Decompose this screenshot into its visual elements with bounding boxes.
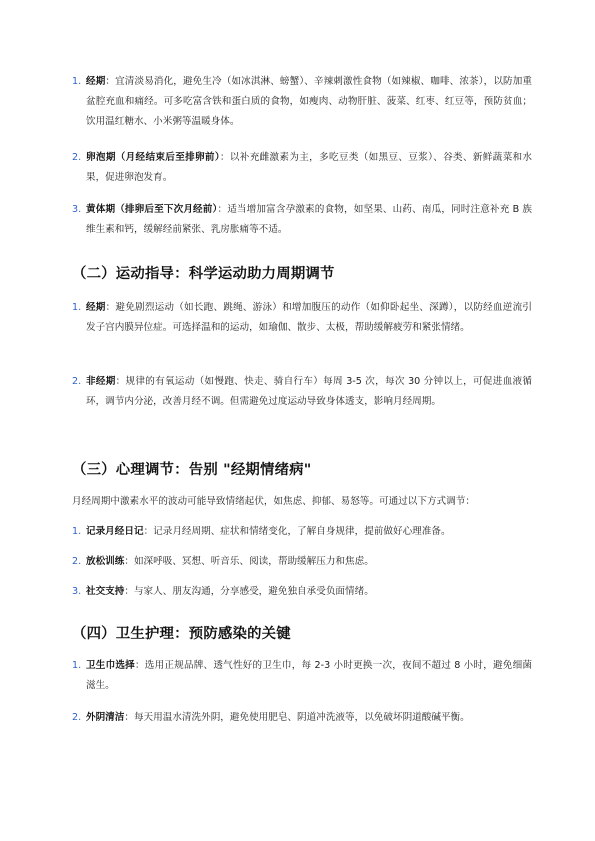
list-number: 2.: [72, 152, 82, 163]
list-number: 1.: [72, 526, 82, 537]
list-number: 2.: [72, 712, 82, 723]
list-item-text: ：每天用温水清洗外阴，避免使用肥皂、阴道冲洗液等，以免破坏阴道酸碱平衡。: [124, 712, 470, 723]
list-item-term: 放松训练: [86, 556, 125, 567]
list-item-body: [86, 200, 532, 240]
list-item-body: [86, 372, 532, 412]
list-item: [72, 708, 532, 728]
list-item-text: ：如深呼吸、冥想、听音乐、阅读，帮助缓解压力和焦虑。: [124, 556, 374, 567]
list-item-text: ：避免剧烈运动（如长跑、跳绳、游泳）和增加腹压的动作（如仰卧起坐、深蹲），以防经血逆流引发子宫内膜异位症。可选择温和的运动，如瑜伽、散步、太极，帮助缓解疲劳和紧张情绪。: [86, 302, 532, 333]
list-item-term: 卫生巾选择: [86, 660, 135, 671]
list-item-term: 社交支持: [86, 586, 125, 597]
section-heading: （四）卫生护理：预防感染的关键: [72, 626, 291, 642]
list-number: 1.: [72, 302, 82, 313]
list-number: 1.: [72, 76, 82, 87]
list-item-term: 黄体期（排卵后至下次月经前）: [86, 204, 218, 215]
list-item-term: 经期: [86, 302, 106, 313]
list-item-text: ：记录月经周期、症状和情绪变化，了解自身规律，提前做好心理准备。: [143, 526, 451, 537]
list-item-body: [86, 582, 532, 602]
section-heading: （二）运动指导：科学运动助力周期调节: [72, 266, 335, 282]
list-item-term: 记录月经日记: [86, 526, 144, 537]
list-item-body: [86, 72, 532, 132]
list-number: 3.: [72, 204, 82, 215]
list-item: [72, 522, 532, 542]
list-item-body: [86, 522, 532, 542]
list-item: [72, 200, 532, 240]
list-item-text: ：适当增加富含孕激素的食物，如坚果、山药、南瓜，同时注意补充 B 族维生素和钙，缓解经前紧张、乳房胀痛等不适。: [86, 204, 533, 235]
list-number: 3.: [72, 586, 82, 597]
list-item-text: ：规律的有氧运动（如慢跑、快走、骑自行车）每周 3-5 次，每次 30 分钟以上，可促进血液循环，调节内分泌，改善月经不调。但需避免过度运动导致身体透支，影响月经周期。: [86, 376, 532, 407]
list-item-body: [86, 298, 532, 338]
list-item-term: 经期: [86, 76, 106, 87]
list-item-body: [86, 656, 532, 696]
list-item: [72, 298, 532, 338]
list-item-body: [86, 552, 532, 572]
list-item-term: 非经期: [86, 376, 116, 387]
list-item: [72, 552, 532, 572]
list-number: 2.: [72, 376, 82, 387]
list-item-term: 卵泡期（月经结束后至排卵前）: [86, 152, 220, 163]
list-number: 1.: [72, 660, 82, 671]
list-item-text: ：宜清淡易消化，避免生冷（如冰淇淋、螃蟹）、辛辣刺激性食物（如辣椒、咖啡、浓茶），以防加重盆腔充血和痛经。可多吃富含铁和蛋白质的食物，如瘦肉、动物肝脏、菠菜、红枣、红豆等，预防贫血；饮用温红糖水、小米粥等温暖身体。: [86, 76, 533, 127]
list-item-body: [86, 708, 532, 728]
section-intro: 月经周期中激素水平的波动可能导致情绪起伏，如焦虑、抑郁、易怒等。可通过以下方式调节：: [72, 496, 475, 507]
list-item: [72, 582, 532, 602]
list-item-text: ：选用正规品牌、透气性好的卫生巾，每 2-3 小时更换一次，夜间不超过 8 小时，避免细菌滋生。: [86, 660, 532, 691]
list-item-term: 外阴清洁: [86, 712, 125, 723]
list-item-text: ：以补充雌激素为主，多吃豆类（如黑豆、豆浆）、谷类、新鲜蔬菜和水果，促进卵泡发育。: [86, 152, 533, 183]
list-item-text: ：与家人、朋友沟通，分享感受，避免独自承受负面情绪。: [124, 586, 374, 597]
list-item: [72, 656, 532, 696]
list-item: [72, 72, 532, 132]
list-item-body: [86, 148, 532, 188]
list-number: 2.: [72, 556, 82, 567]
list-item: [72, 148, 532, 188]
section-heading: （三）心理调节：告别 "经期情绪病": [72, 462, 312, 478]
list-item: [72, 372, 532, 412]
